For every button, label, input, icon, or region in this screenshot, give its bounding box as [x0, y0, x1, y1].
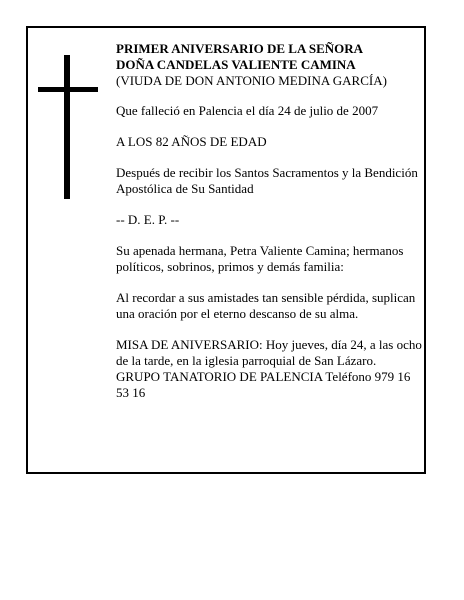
cross-vertical-bar [64, 55, 70, 199]
death-date-text: Que falleció en Palencia el día 24 de julio de 2007 [116, 103, 379, 118]
notice-heading [116, 41, 422, 89]
prayer-request-text: Al recordar a sus amistades tan sensible pérdida, suplican una oración por el eterno descanso de su alma. [116, 290, 416, 321]
notice-body [116, 41, 422, 416]
cross-horizontal-bar [38, 87, 98, 92]
funeral-home-text: GRUPO TANATORIO DE PALENCIA Teléfono 979 16 53 16 [116, 369, 411, 400]
rip-text: -- D. E. P. -- [116, 212, 180, 227]
obituary-notice [26, 26, 426, 474]
latin-cross-icon [38, 55, 98, 199]
heading-deceased-name: DOÑA CANDELAS VALIENTE CAMINA [116, 57, 356, 72]
family-text: Su apenada hermana, Petra Valiente Camina; hermanos políticos, sobrinos, primos y demás familia: [116, 243, 404, 274]
mass-text: MISA DE ANIVERSARIO: Hoy jueves, día 24, a las ocho de la tarde, en la iglesia parroquial de San Lázaro. [116, 337, 422, 368]
heading-anniversary: PRIMER ANIVERSARIO DE LA SEÑORA [116, 41, 364, 56]
sacraments-text: Después de recibir los Santos Sacramentos y la Bendición Apostólica de Su Santidad [116, 165, 418, 196]
age-text: A LOS 82 AÑOS DE EDAD [116, 134, 267, 149]
heading-widow-of: (VIUDA DE DON ANTONIO MEDINA GARCÍA) [116, 73, 387, 88]
